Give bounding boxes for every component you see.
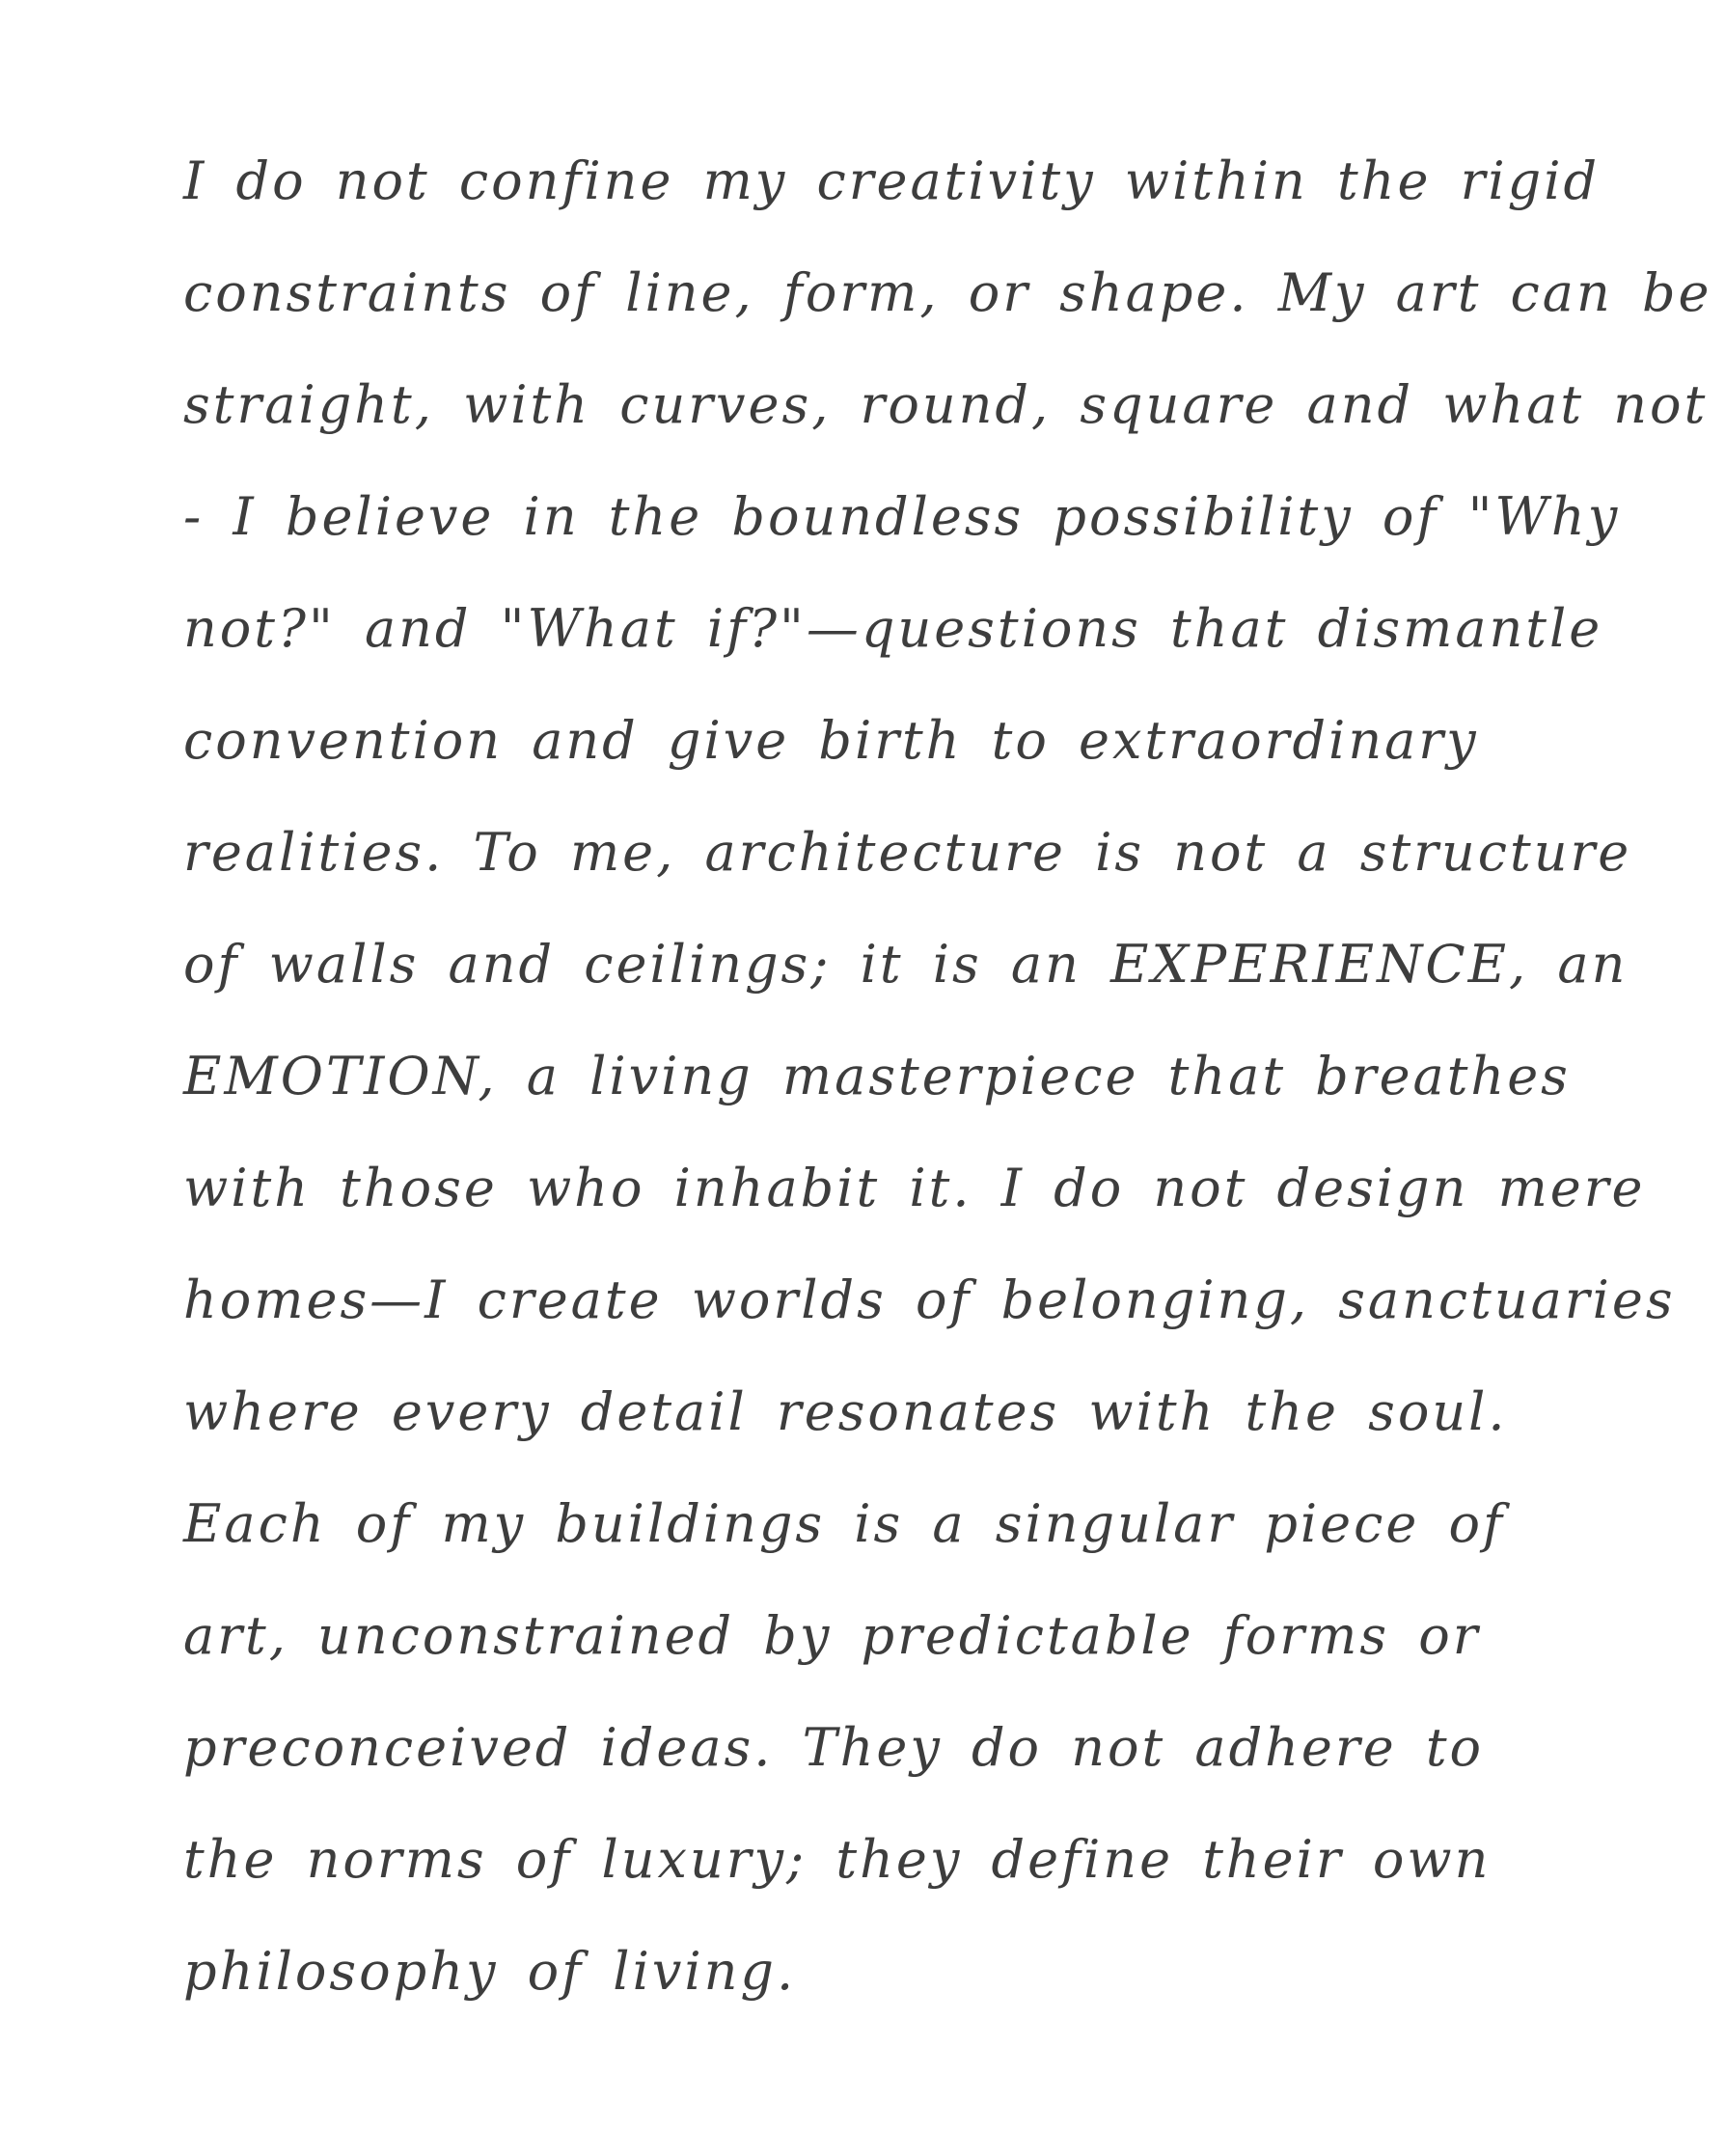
text-line: art, unconstrained by predictable forms or — [183, 1605, 1481, 1666]
text-line: constraints of line, form, or shape. My art can be — [183, 262, 1712, 323]
text-line: realities. To me, architecture is not a structure — [183, 822, 1632, 883]
text-line: preconceived ideas. They do not adhere to — [183, 1717, 1485, 1778]
text-line: homes—I create worlds of belonging, sanctuaries — [183, 1269, 1676, 1330]
text-line: philosophy of living. — [183, 1941, 797, 2002]
text-line: convention and give birth to extraordinary — [183, 710, 1479, 771]
text-line: I do not confine my creativity within the rigid — [183, 150, 1601, 211]
handwritten-text-block — [183, 125, 1712, 2028]
text-line: EMOTION, a living masterpiece that breathes — [183, 1046, 1571, 1106]
text-line: with those who inhabit it. I do not design mere — [183, 1158, 1646, 1218]
text-line: - I believe in the boundless possibility of "Why — [183, 486, 1621, 547]
text-line: not?" and "What if?"—questions that dismantle — [183, 598, 1603, 659]
text-line: Each of my buildings is a singular piece of — [183, 1493, 1505, 1554]
text-line: straight, with curves, round, square and what not — [183, 374, 1709, 435]
text-line: the norms of luxury; they define their own — [183, 1829, 1492, 1890]
text-line: where every detail resonates with the soul. — [183, 1381, 1508, 1442]
text-line: of walls and ceilings; it is an EXPERIENCE, an — [183, 934, 1629, 995]
